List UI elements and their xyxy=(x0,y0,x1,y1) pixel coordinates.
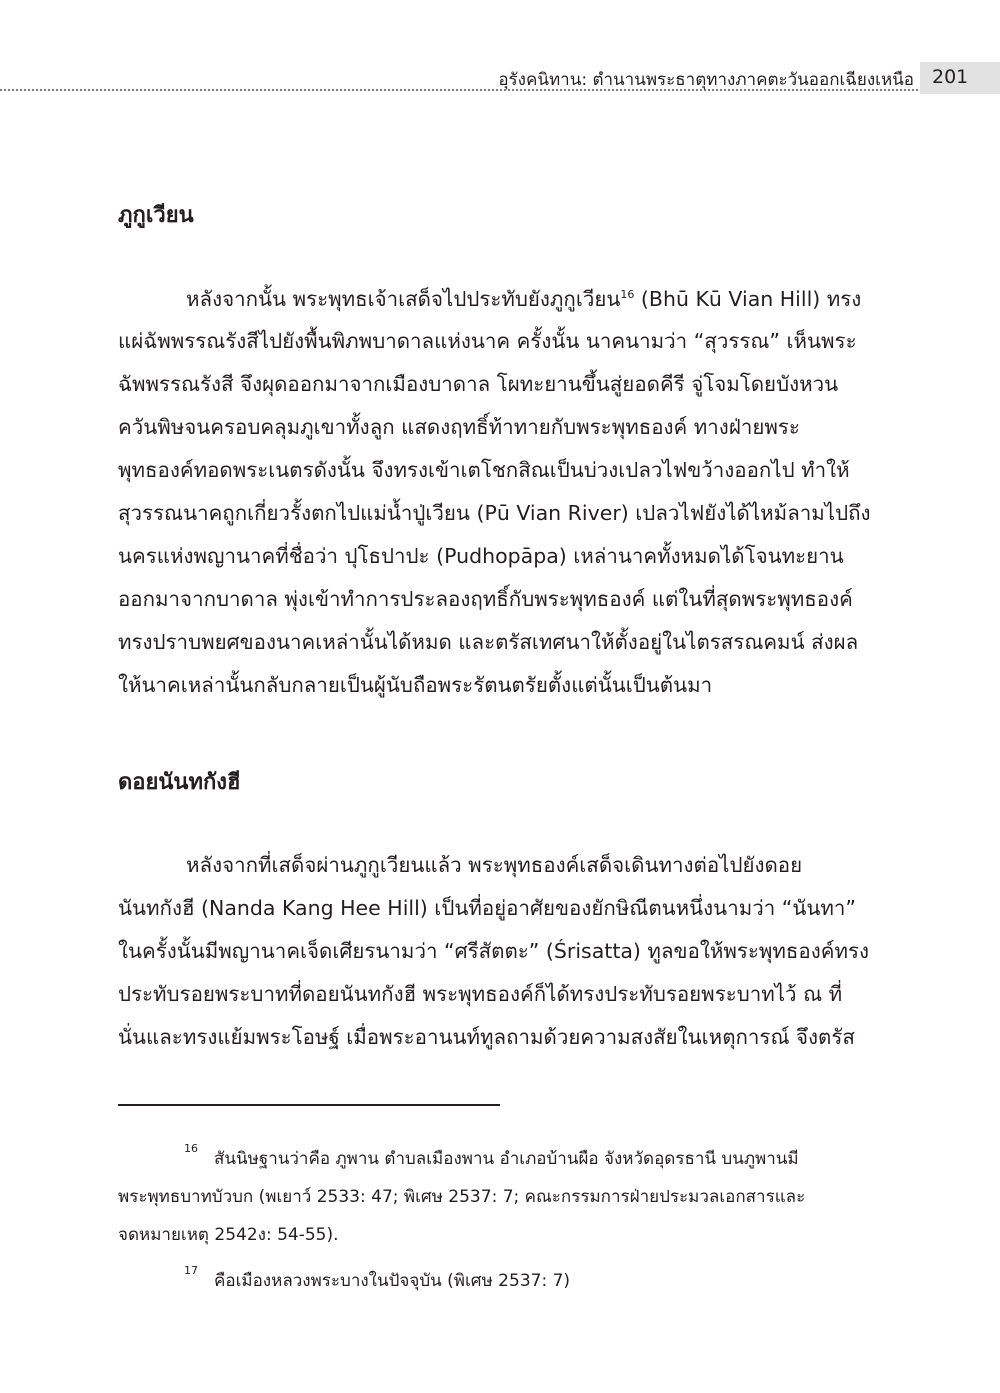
paragraph-line: นันทกังฮี (Nanda Kang Hee Hill) เป็นที่อยู่อาศัยของยักษิณีตนหนึ่งนามว่า “นันทา” xyxy=(118,896,857,920)
paragraph-line: หลังจากที่เสด็จผ่านภูกูเวียนแล้ว พระพุทธองค์เสด็จเดินทางต่อไปยังดอย xyxy=(186,853,803,877)
paragraph-line: ควันพิษจนครอบคลุมภูเขาทั้งลูก แสดงฤทธิ์ท้าทายกับพระพุทธองค์ ทางฝ่ายพระ xyxy=(118,415,800,439)
footnote-separator xyxy=(118,1104,500,1106)
paragraph-line: ในครั้งนั้นมีพญานาคเจ็ดเศียรนามว่า “ศรีสัตตะ” (Śrisatta) ทูลขอให้พระพุทธองค์ทรง xyxy=(118,939,870,963)
paragraph-line: นั่นและทรงแย้มพระโอษฐ์ เมื่อพระอานนท์ทูลถามด้วยความสงสัยในเหตุการณ์ จึงตรัส xyxy=(118,1025,855,1049)
footnote-number: 16 xyxy=(184,1142,198,1155)
paragraph-line: ทรงปราบพยศของนาคเหล่านั้นได้หมด และตรัสเทศนาให้ตั้งอยู่ในไตรสรณคมน์ ส่งผล xyxy=(118,630,859,654)
paragraph-line: สุวรรณนาคถูกเกี่ยวรั้งตกไปแม่น้ำปู่เวียน (Pū Vian River) เปลวไฟยังได้ไหม้ลามไปถึง xyxy=(118,501,871,525)
paragraph-line: หลังจากนั้น พระพุทธเจ้าเสด็จไปประทับยังภูกูเวียน$^{16}$ (Bhū Kū Vian Hill) ทรง xyxy=(186,287,862,311)
paragraph-line: ฉัพพรรณรังสี จึงผุดออกมาจากเมืองบาดาล โผทะยานขึ้นสู่ยอดคีรี จู่โจมโดยบังหวน xyxy=(118,372,839,396)
footnote-ref-16[interactable]: 16 xyxy=(620,288,635,301)
page-number: 201 xyxy=(932,66,969,88)
footnote-line: พระพุทธบาทบัวบก (พเยาว์ 2533: 47; พิเศษ 2537: 7; คณะกรรมการฝ่ายประมวลเอกสารและ xyxy=(118,1187,806,1207)
paragraph-line: ประทับรอยพระบาทที่ดอยนันทกังฮี พระพุทธองค์ก็ได้ทรงประทับรอยพระบาทไว้ ณ ที่ xyxy=(118,982,843,1006)
paragraph-line: พุทธองค์ทอดพระเนตรดังนั้น จึงทรงเข้าเตโชกสิณเป็นบ่วงเปลวไฟขว้างออกไป ทำให้ xyxy=(118,458,850,482)
paragraph-line: ออกมาจากบาดาล พุ่งเข้าทำการประลองฤทธิ์กับพระพุทธองค์ แต่ในที่สุดพระพุทธองค์ xyxy=(118,587,853,611)
section-heading-doi-nanta-kang-hee: ดอยนันทกังฮี xyxy=(118,770,241,795)
footnote-line: จดหมายเหตุ 2542ง: 54-55). xyxy=(118,1225,339,1245)
footnote-number: 17 xyxy=(184,1264,198,1277)
paragraph-line: แผ่ฉัพพรรณรังสีไปยังพื้นพิภพบาดาลแห่งนาค ครั้งนั้น นาคนามว่า “สุวรรณ” เห็นพระ xyxy=(118,329,857,353)
page-number-box xyxy=(920,62,1000,94)
running-header xyxy=(0,62,1000,94)
paragraph-line: นครแห่งพญานาคที่ชื่อว่า ปุโธปาปะ (Pudhopāpa) เหล่านาคทั้งหมดได้โจนทะยาน xyxy=(118,544,844,568)
footnote-line: คือเมืองหลวงพระบางในปัจจุบัน (พิเศษ 2537: 7) xyxy=(214,1271,571,1291)
section-heading-phu-ku-vian: ภูกูเวียน xyxy=(118,203,194,228)
footnote-line: สันนิษฐานว่าคือ ภูพาน ตำบลเมืองพาน อำเภอบ้านผือ จังหวัดอุดรธานี บนภูพานมี xyxy=(214,1149,799,1169)
running-title: อุรังคนิทาน: ตำนานพระธาตุทางภาคตะวันออกเฉียงเหนือ xyxy=(498,70,914,90)
paragraph-line: ให้นาคเหล่านั้นกลับกลายเป็นผู้นับถือพระรัตนตรัยตั้งแต่นั้นเป็นต้นมา xyxy=(118,673,713,697)
